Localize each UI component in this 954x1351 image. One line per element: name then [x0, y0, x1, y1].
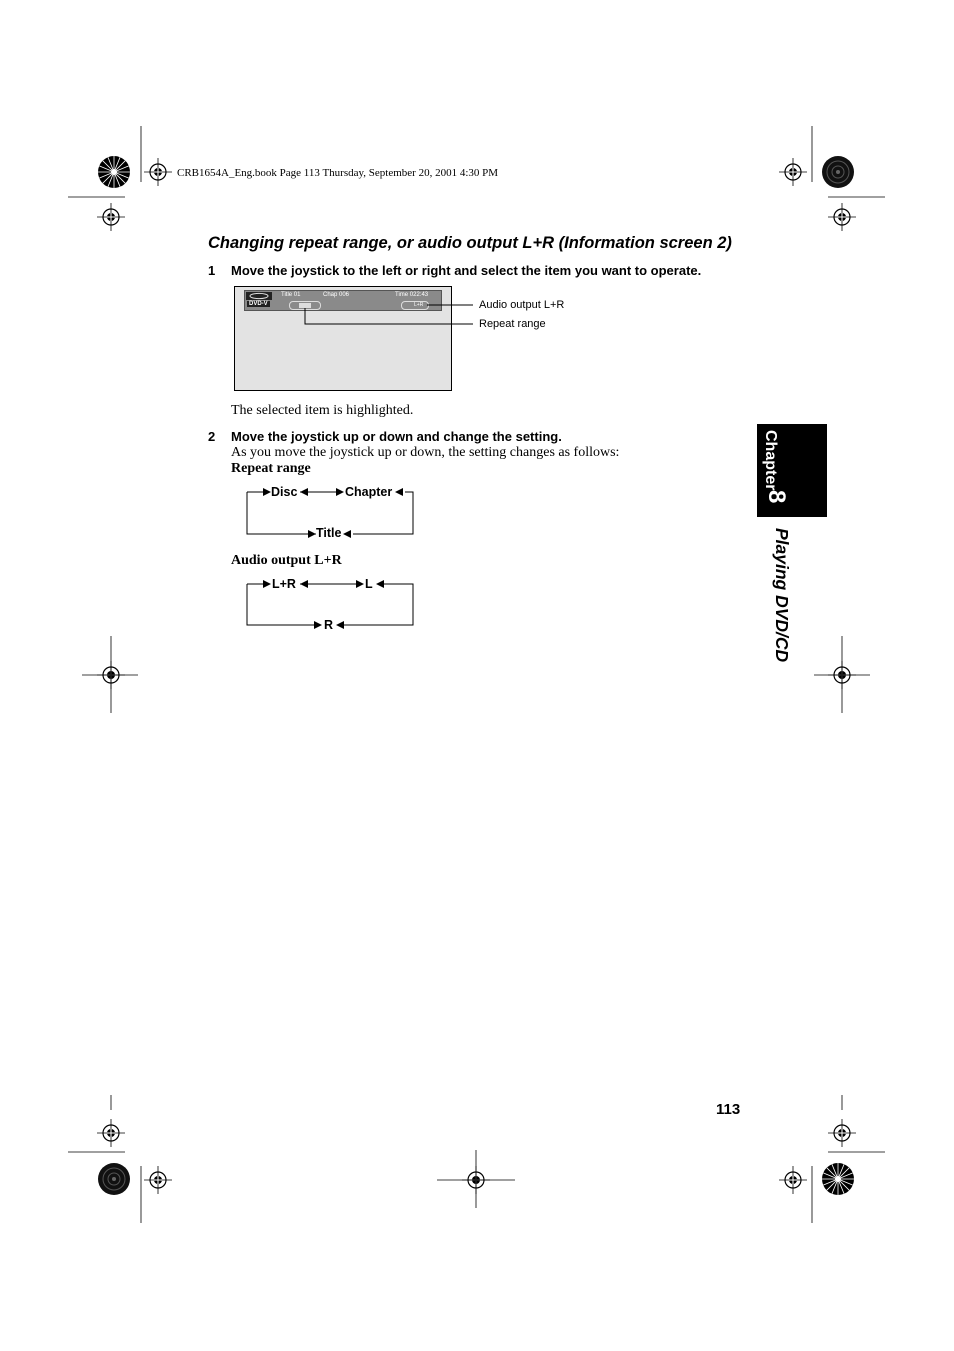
step-1-number: 1	[208, 263, 216, 278]
section-title: Changing repeat range, or audio output L+R (Information screen 2)	[208, 234, 732, 252]
audio-output-heading: Audio output L+R	[231, 553, 342, 568]
step-1-text: Move the joystick to the left or right and select the item you want to operate.	[231, 263, 702, 278]
repeat-range-callout: Repeat range	[479, 318, 546, 330]
repeat-option-disc: Disc	[271, 485, 298, 499]
time-field: Time 022:43	[395, 292, 429, 298]
chapter-label: Chapter	[762, 430, 779, 491]
audio-option-r: R	[324, 618, 334, 632]
step-2-number: 2	[208, 429, 216, 444]
repeat-option-title: Title	[316, 526, 342, 540]
dvd-logo: DVD-V	[249, 301, 268, 307]
step-2-description: As you move the joystick up or down, the setting changes as follows:	[231, 445, 620, 460]
chapter-section-title: Playing DVD/CD	[772, 528, 792, 663]
repeat-range-heading: Repeat range	[231, 461, 311, 476]
audio-option-l: L	[365, 577, 373, 591]
page-number: 113	[716, 1101, 741, 1118]
audio-indicator-text: L+R	[414, 302, 424, 308]
step-1-note: The selected item is highlighted.	[231, 403, 414, 418]
audio-option-lr: L+R	[272, 577, 296, 591]
audio-output-callout: Audio output L+R	[479, 299, 565, 311]
chapter-field: Chap 006	[323, 292, 350, 298]
chapter-number: 8	[763, 490, 790, 504]
title-field: Title 01	[281, 292, 301, 298]
step-2-text: Move the joystick up or down and change the setting.	[231, 429, 562, 444]
repeat-option-chapter: Chapter	[345, 485, 393, 499]
file-info-header: CRB1654A_Eng.book Page 113 Thursday, September 20, 2001 4:30 PM	[177, 167, 499, 179]
